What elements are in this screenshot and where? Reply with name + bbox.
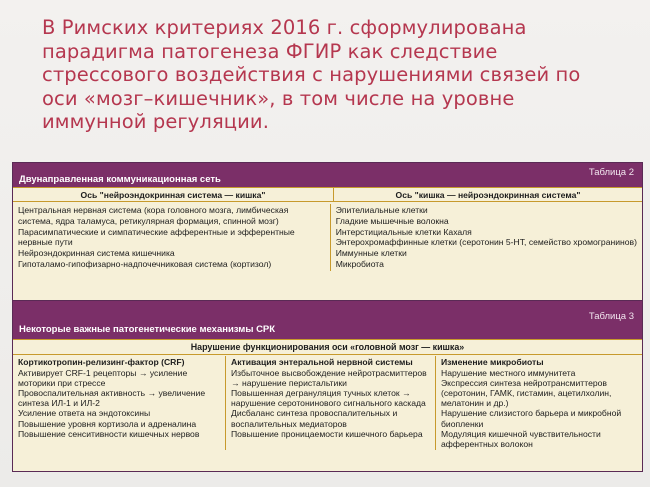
list-item: Нейроэндокринная система кишечника — [18, 248, 175, 259]
table-3-banner: Нарушение функционирования оси «головной мозг — кишка» — [190, 342, 465, 352]
list-item: нервные пути — [18, 237, 73, 248]
table-2-right-header: Ось "кишка — нейроэндокринная система" — [333, 188, 642, 201]
list-item: Повышение сенситивности кишечных нервов — [18, 428, 200, 439]
table-2-header — [13, 163, 642, 187]
list-item: Избыточное высвобождение нейротрасмиттеров — [231, 367, 427, 378]
list-item: (серотонин, ГАМК, гистамин, ацетилхолин, — [441, 387, 612, 398]
list-item: Провоспалительная активность → увеличение — [18, 387, 206, 398]
list-item: Интерстициальные клетки Кахаля — [335, 226, 472, 237]
list-item: Центральная нервная система (кора головного мозга, лимбическая — [18, 205, 289, 215]
list-item: Энтерохромаффинные клетки (серотонин 5-НТ, семейство хромогранинов) — [335, 237, 637, 248]
column-header: Изменение микробиоты — [441, 357, 544, 367]
table-2-left-list — [13, 204, 330, 271]
table-3-caption: Некоторые важные патогенетические механизмы СРК — [19, 324, 276, 335]
list-item: Повышение уровня кортизола и адреналина — [18, 418, 197, 429]
list-item: система, ядра таламуса, ретикулярная формация, спинной мозг) — [18, 215, 279, 226]
list-item: Активирует CRF-1 рецепторы → усиление — [18, 367, 188, 378]
table-3-col-2 — [225, 356, 435, 450]
table-2-right-list — [330, 204, 642, 271]
table-3 — [12, 300, 643, 472]
list-item: нарушение серотонинового сигнального каскада — [231, 398, 426, 409]
list-item: Микробиота — [335, 258, 384, 269]
list-item: → нарушение перистальтики — [231, 377, 347, 388]
list-item: Модуляция кишечной чувствительности — [441, 428, 601, 439]
list-item: моторики при стрессе — [18, 377, 106, 388]
list-item: Экспрессия синтеза нейротрансмиттеров — [441, 377, 607, 388]
list-item: Повышение проницаемости кишечного барьера — [231, 428, 423, 439]
list-item: Иммунные клетки — [335, 248, 407, 259]
column-header: Активация энтеральной нервной системы — [231, 357, 413, 367]
table-2-caption: Двунаправленная коммуникационная сеть — [19, 174, 221, 185]
table-3-col-1 — [13, 356, 225, 450]
list-item: биопленки — [441, 418, 484, 429]
list-item: Нарушение слизистого барьера и микробной — [441, 408, 622, 419]
list-item: синтеза ИЛ-1 и ИЛ-2 — [18, 398, 100, 409]
list-item: мелатонин и др.) — [441, 398, 509, 409]
table-2-left-header: Ось "нейроэндокринная система — кишка" — [80, 190, 266, 200]
list-item: Эпителиальные клетки — [335, 205, 428, 215]
table-3-header — [13, 301, 642, 339]
list-item: Гладкие мышечные волокна — [335, 215, 449, 226]
table-3-col-3 — [435, 356, 642, 450]
table-2-number: Таблица 2 — [588, 167, 634, 178]
table-3-number: Таблица 3 — [588, 311, 634, 322]
table-2 — [12, 162, 643, 304]
list-item: воспалительных медиаторов — [231, 418, 347, 429]
slide-title: В Римских критериях 2016 г. сформулирована парадигма патогенеза ФГИР как следствие стрессового воздействия с нарушениями связей по оси «мозг–кишечник», в том числе на уровне иммунной регуляции. — [42, 16, 581, 133]
column-header: Кортикотропин-релизинг-фактор (CRF) — [18, 357, 185, 367]
list-item: Нарушение местного иммунитета — [441, 367, 576, 378]
list-item: Повышенная дегрануляция тучных клеток → — [231, 387, 411, 398]
list-item: Дисбаланс синтеза провоспалительных и — [231, 408, 398, 419]
list-item: Усиление ответа на эндотоксины — [18, 408, 151, 419]
list-item: Парасимпатические и симпатические афферентные и эфферентные — [18, 226, 295, 237]
list-item: афферентных волокон — [441, 438, 533, 449]
list-item: Гипоталамо-гипофизарно-надпочечниковая система (кортизол) — [18, 258, 272, 269]
